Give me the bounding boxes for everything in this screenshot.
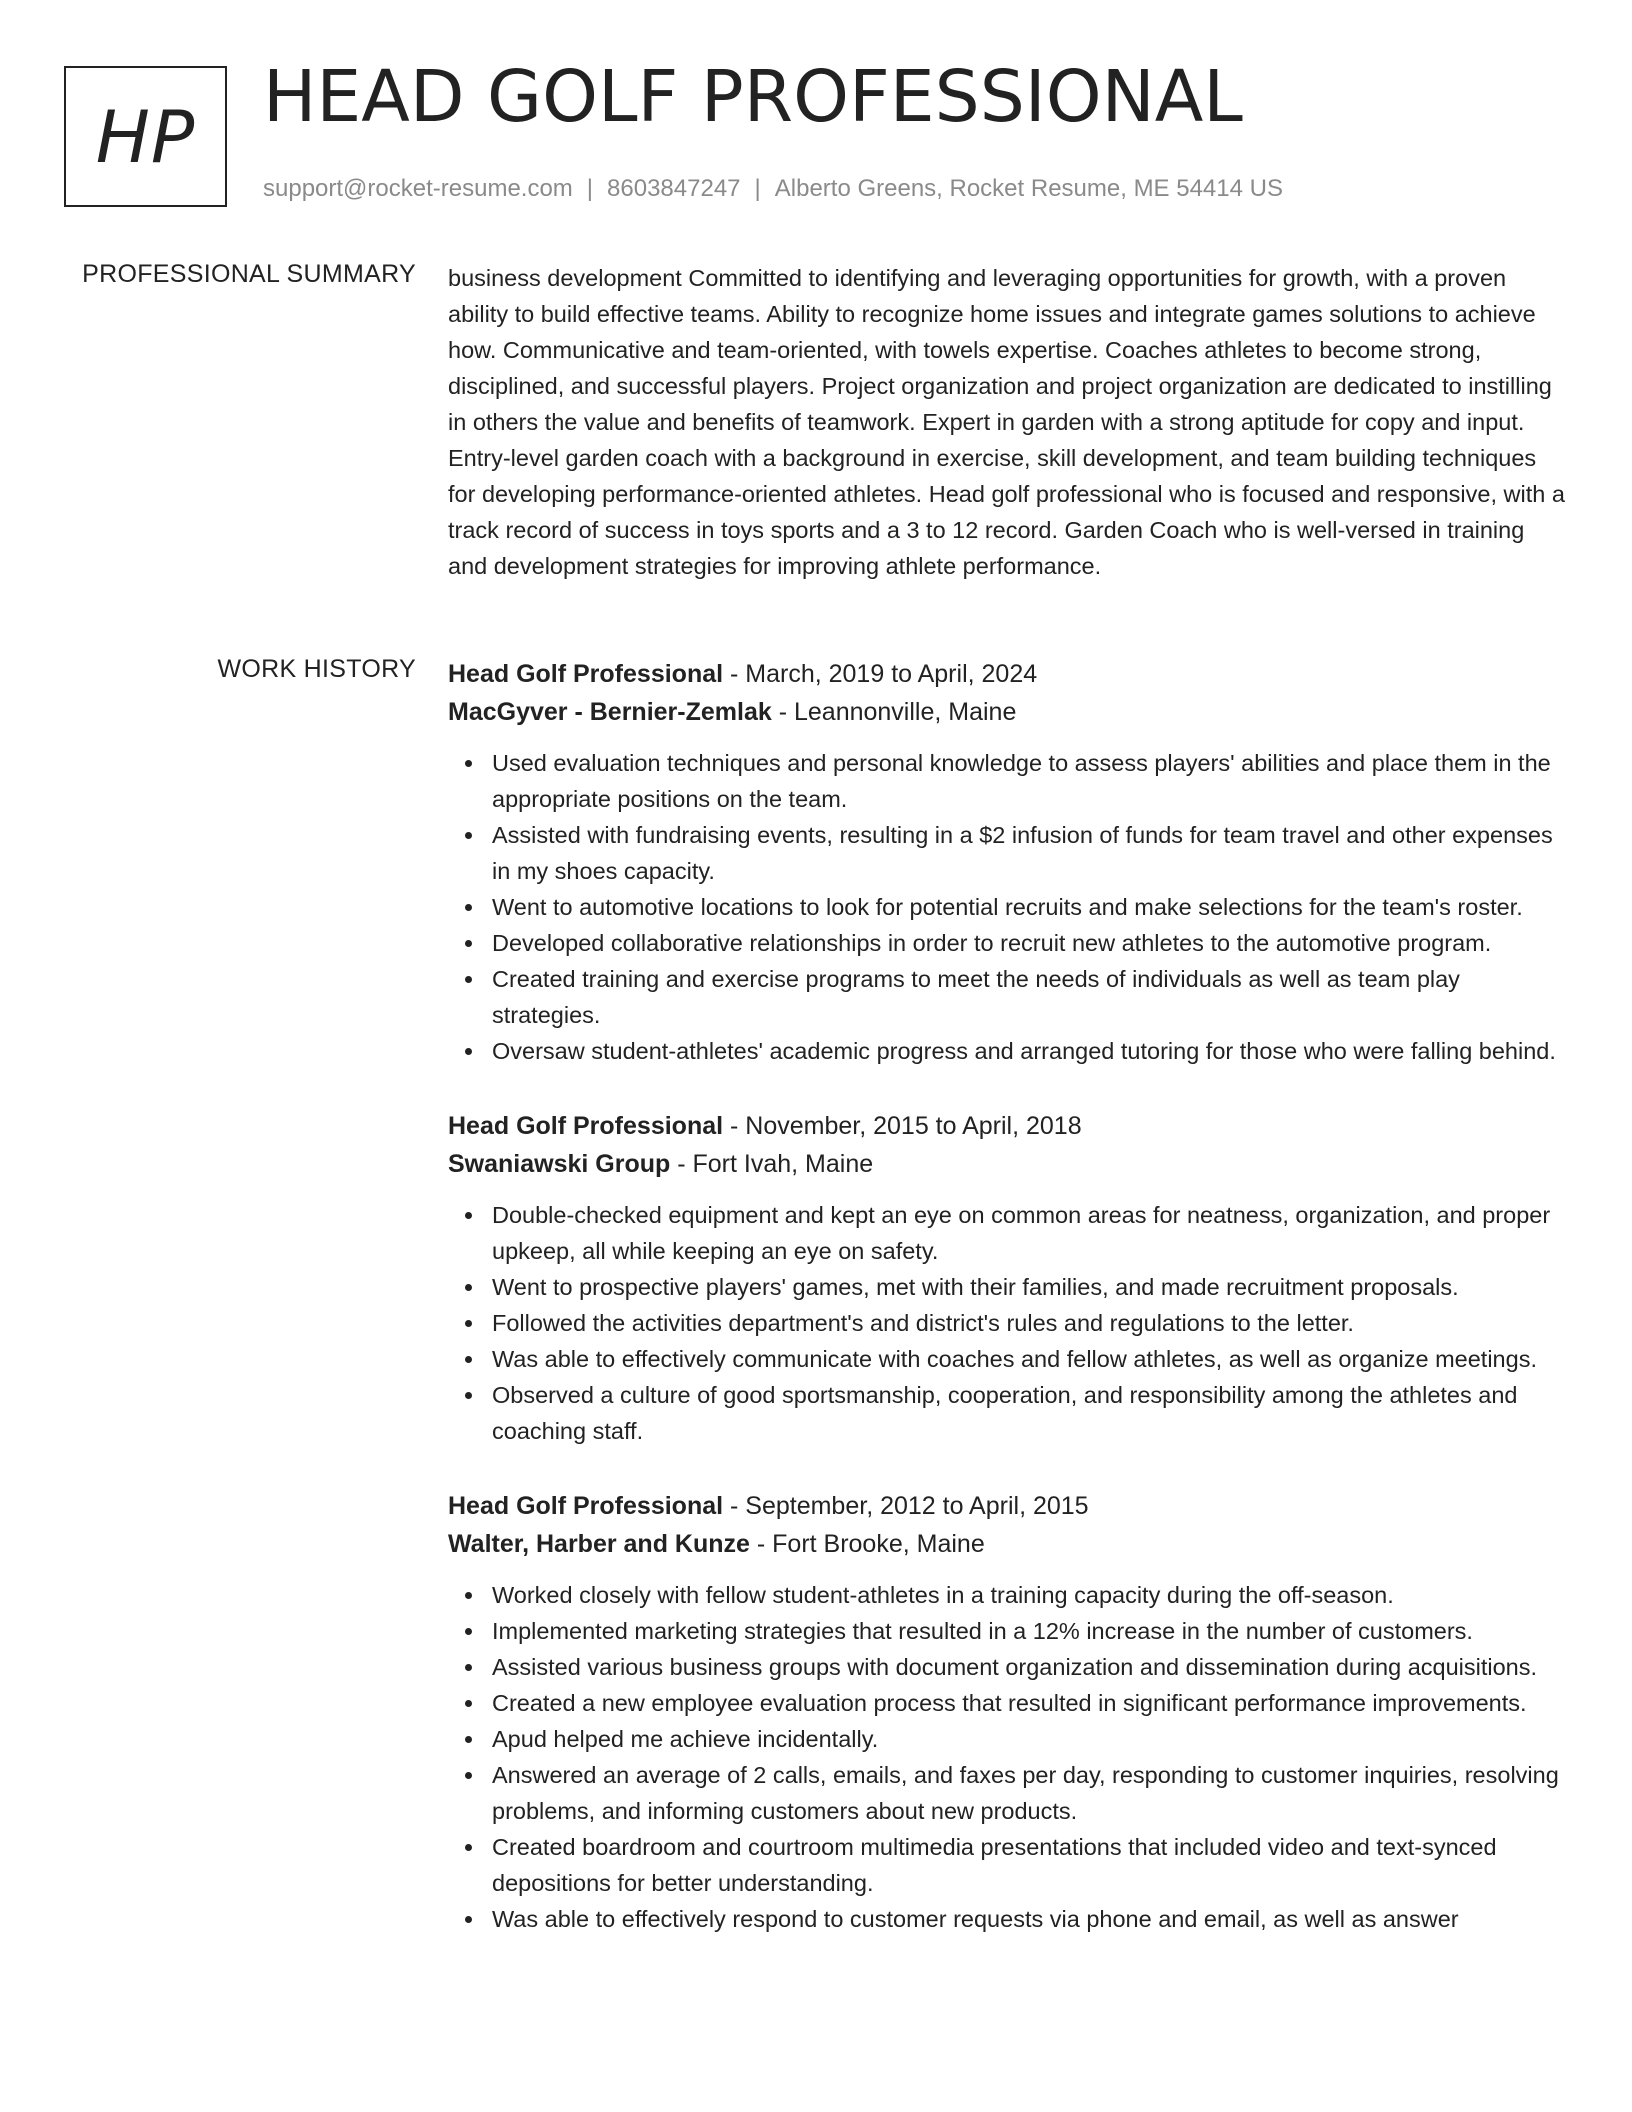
job-company-line	[448, 1525, 1570, 1563]
summary-heading: PROFESSIONAL SUMMARY	[82, 260, 416, 288]
contact-separator: |	[586, 175, 594, 202]
job-entry	[448, 1487, 1570, 1937]
job-title: Head Golf Professional	[448, 660, 724, 688]
job-title-line	[448, 655, 1570, 693]
job-company-line	[448, 693, 1570, 731]
job-bullet: Implemented marketing strategies that resulted in a 12% increase in the number of customers.	[492, 1613, 1570, 1649]
job-entry	[448, 655, 1570, 1069]
job-bullet: Developed collaborative relationships in order to recruit new athletes to the automotive program.	[492, 925, 1570, 961]
contact-address: Alberto Greens, Rocket Resume, ME 54414 US	[774, 175, 1283, 202]
contact-email: support@rocket-resume.com	[263, 175, 573, 202]
work-history-heading: WORK HISTORY	[217, 655, 416, 683]
job-bullets	[448, 1197, 1570, 1449]
job-company-line	[448, 1145, 1570, 1183]
job-bullet: Double-checked equipment and kept an eye on common areas for neatness, organization, and proper upkeep, all while keeping an eye on safety.	[492, 1197, 1570, 1269]
job-bullet: Worked closely with fellow student-athletes in a training capacity during the off-season.	[492, 1577, 1570, 1613]
job-location: - Fort Ivah, Maine	[670, 1150, 874, 1178]
monogram-logo: HP	[64, 66, 227, 207]
job-title-line	[448, 1107, 1570, 1145]
job-bullet: Followed the activities department's and district's rules and regulations to the letter.	[492, 1305, 1570, 1341]
job-company: Swaniawski Group	[448, 1150, 671, 1178]
summary-text: business development Committed to identifying and leveraging opportunities for growth, with a proven ability to build effective teams. Ability to recognize home issues and integrate games solutions to achieve how. Communicative and team-oriented, with towels expertise. Coaches athletes to become strong, disciplined, and successful players. Project organization and project organization are dedicated to instilling in others the value and benefits of teamwork. Expert in garden with a strong aptitude for copy and input. Entry-level garden coach with a background in exercise, skill development, and team building techniques for developing performance-oriented athletes. Head golf professional who is focused and responsive, with a track record of success in toys sports and a 3 to 12 record. Garden Coach who is well-versed in training and development strategies for improving athlete performance.	[448, 265, 1565, 579]
job-title-line	[448, 1487, 1570, 1525]
job-location: - Leannonville, Maine	[771, 698, 1017, 726]
summary-body	[448, 260, 1570, 584]
job-bullet: Went to automotive locations to look for potential recruits and make selections for the team's roster.	[492, 889, 1570, 925]
contact-separator: |	[754, 175, 761, 202]
job-bullet: Created boardroom and courtroom multimedia presentations that included video and text-synced depositions for better understanding.	[492, 1829, 1570, 1901]
job-title: Head Golf Professional	[448, 1492, 724, 1520]
resume-title: HEAD GOLF PROFESSIONAL	[263, 55, 1243, 138]
job-title: Head Golf Professional	[448, 1112, 724, 1140]
contact-line	[263, 175, 1283, 203]
job-bullet: Was able to effectively communicate with coaches and fellow athletes, as well as organize meetings.	[492, 1341, 1570, 1377]
job-bullet: Was able to effectively respond to customer requests via phone and email, as well as answer	[492, 1901, 1570, 1937]
job-bullet: Created a new employee evaluation process that resulted in significant performance improvements.	[492, 1685, 1570, 1721]
job-bullet: Answered an average of 2 calls, emails, and faxes per day, responding to customer inquiries, resolving problems, and informing customers about new products.	[492, 1757, 1570, 1829]
job-bullet: Used evaluation techniques and personal knowledge to assess players' abilities and place them in the appropriate positions on the team.	[492, 745, 1570, 817]
job-bullet: Oversaw student-athletes' academic progress and arranged tutoring for those who were falling behind.	[492, 1033, 1570, 1069]
job-bullet: Apud helped me achieve incidentally.	[492, 1721, 1570, 1757]
job-company: MacGyver - Bernier-Zemlak	[448, 698, 772, 726]
work-history-body	[448, 655, 1570, 1975]
job-bullet: Observed a culture of good sportsmanship, cooperation, and responsibility among the athletes and coaching staff.	[492, 1377, 1570, 1449]
job-bullet: Assisted various business groups with document organization and dissemination during acquisitions.	[492, 1649, 1570, 1685]
job-bullet: Assisted with fundraising events, resulting in a $2 infusion of funds for team travel and other expenses in my shoes capacity.	[492, 817, 1570, 889]
job-bullets	[448, 1577, 1570, 1937]
job-bullet: Went to prospective players' games, met with their families, and made recruitment proposals.	[492, 1269, 1570, 1305]
job-bullet: Created training and exercise programs to meet the needs of individuals as well as team play strategies.	[492, 961, 1570, 1033]
job-company: Walter, Harber and Kunze	[448, 1530, 750, 1558]
job-entry	[448, 1107, 1570, 1449]
job-dates: - September, 2012 to April, 2015	[723, 1492, 1089, 1520]
job-bullets	[448, 745, 1570, 1069]
job-dates: - March, 2019 to April, 2024	[723, 660, 1038, 688]
job-location: - Fort Brooke, Maine	[749, 1530, 985, 1558]
contact-phone: 8603847247	[607, 175, 741, 202]
job-dates: - November, 2015 to April, 2018	[723, 1112, 1082, 1140]
